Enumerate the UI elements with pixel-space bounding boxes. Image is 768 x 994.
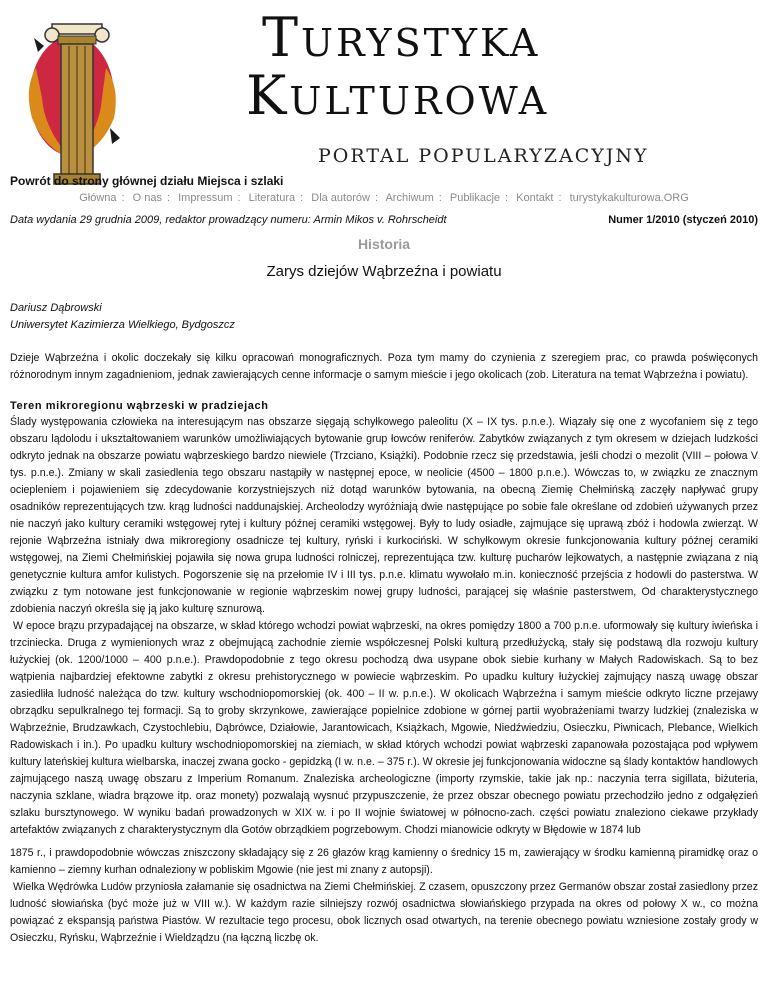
author-name: Dariusz Dąbrowski [10,302,102,314]
nav-item-o-nas[interactable]: O nas [132,192,162,204]
page-header [0,0,768,190]
nav-item-dla-autorow[interactable]: Dla autorów [311,192,370,204]
body-paragraph: 1875 r., i prawdopodobnie wówczas zniszczony składający się z 26 głazów krąg kamienny o średnicy 15 m, zawierający w środku kamienną piramidkę oraz o kamienno – ziemny kurhan odnaleziony w pobliskim Mgowie (nie jest mi znany z autopsji). [10,847,758,876]
intro-paragraph: Dzieje Wąbrzeźna i okolic doczekały się kilku opracowań monograficznych. Poza tym mamy do czynienia z szeregiem prac, co prawda poświęconych różnorodnym innym zagadnieniom, jednak zawierających cenne informacje o samym mieście i jego okolicach (zob. Literatura na temat Wąbrzeźna i powiatu). [10,352,758,381]
nav-separator: : [166,192,171,204]
body-paragraph: W epoce brązu przypadającej na obszarze, w skład którego wchodzi powiat wąbrzeski, na okres pomiędzy 1800 a 700 p.n.e. uformowały się kultury iwieńska i trzciniecka. Druga z wymienionych wraz z obejmującą zachodnie ziemie współczesnej Polski kulturą przedłużycką, stały się podstawą dla rozwoju kultury łużyckiej (ok. 1200/1000 – 400 p.n.e.). Prawdopodobnie z tego okresu pochodzą dwa usypane obok siebie kurhany w Małych Radowiskach. Są to bez wątpienia najbardziej efektowne zabytki z okresu prehistorycznego w powiecie wąbrzeskim. Po upadku kultury łużyckiej zajmujący naszą uwagę obszar zasiedliła ludność należąca do tzw. kultury wschodniopomorskiej (ok. 400 – II w. p.n.e.). W okolicach Wąbrzeźna i samym mieście odkryto liczne przejawy obrządku sepulkralnego tej formacji. Są to groby skrzynkowe, zawierające popielnice zdobione w górnej partii wyobrażeniami twarzy ludzkiej (znaleziska w Wąbrzeźnie, Brudzawkach, Czystochlebiu, Dąbrówce, Działowie, Jarantowicach, Książkach, Mgowie, Niedźwiedziu, Osieczku, Piwnicach, Plebance, Wielkich Radowiskach i in.). Po upadku kultury wschodniopomorskiej na ziemiach, w skład których wchodzi powiat wąbrzeski zapanowała pozostająca pod wpływem kultury lateńskiej kultura wielbarska, inaczej zwana gocko - gepidzką (I w. n.e. – 375 r.). W okresie jej funkcjonowania widoczne są ślady kontaktów handlowych zajmującego naszą uwagę obszaru z Imperium Romanum. Znaleziska archeologiczne (importy rzymskie, takie jak np.: naczynia terra sigillata, biżuteria, naczynia szklane, wiadra brązowe itp. oraz monety) pozwalają wysnuć przypuszczenie, że przez obszar obecnego powiatu przechodziło jedno z odgałęzień szlaku bursztynowego. W wyniku badań prowadzonych w XIX w. i po II wojnie światowej w północno-zach. części powiatu znaleziono ciekawe przykłady artefaktów związanych z charakterystycznym dla Gotów obrządkiem pogrzebowym. Chodzi mianowicie odkryty w Błędowie w 1874 lub [10,620,758,836]
issue-number: Numer 1/2010 (styczeń 2010) [608,214,758,226]
brand-title-line2: Kulturowa [246,64,550,127]
section-heading: Teren mikroregionu wąbrzeski w pradziejach [10,400,269,412]
nav-item-publikacje[interactable]: Publikacje [449,192,501,204]
section-name: Historia [357,236,411,252]
top-nav [0,190,768,204]
column-logo [14,8,134,188]
nav-item-literatura[interactable]: Literatura [248,192,296,204]
author-affiliation: Uniwersytet Kazimierza Wielkiego, Bydgoszcz [10,319,235,331]
nav-item-glowna[interactable]: Główna [79,192,117,204]
edition-info [10,214,758,232]
nav-separator: : [300,192,304,204]
nav-item-archiwum[interactable]: Archiwum [385,192,434,204]
nav-item-kontakt[interactable]: Kontakt [516,192,554,204]
brand-subtitle: PORTAL POPULARYZACYJNY [318,145,649,167]
nav-item-site[interactable]: turystykakulturowa.ORG [569,192,689,204]
nav-separator: : [121,192,125,204]
back-link[interactable]: Powrót do strony głównej działu Miejsca i szlaki [10,174,284,188]
edition-date: Data wydania 29 grudnia 2009, redaktor prowadzący numeru: Armin Mikos v. Rohrscheidt [10,214,447,226]
nav-separator: : [558,192,562,204]
nav-separator: : [237,192,241,204]
brand-title-line1: Turystyka [262,6,541,69]
body-paragraph: Wielka Wędrówka Ludów przyniosła załamanie się osadnictwa na Ziemi Chełmińskiej. Z czasem, opuszczony przez Germanów obszar został zasiedlony przez ludność słowiańska (być może już w VIII w.). W każdym razie silniejszy rozwój osadnictwa słowiańskiego przypada na okres od połowy X w., co można powiązać z ekspansją państwa Piastów. W rezultacie tego procesu, obok licznych osad otwartych, na terenie obecnego powiatu wzniesione zostały grody w Osieczku, Ryńsku, Wąbrzeźnie i Wieldządzu (na łączną liczbę ok. [10,881,758,944]
nav-separator: : [374,192,379,204]
body-paragraph: Ślady występowania człowieka na interesującym nas obszarze sięgają schyłkowego paleolitu (X – IX tys. p.n.e.). Wiązały się one z wycofaniem się z tego obszaru lądolodu i ukształtowaniem warunków umożliwiających bytowanie grup łowców reniferów. Zabytków związanych z tym okresem w dziejach ludzkości odkryto jednak na obszarze powiatu wąbrzeskiego bardzo niewiele (Trzciano, Książki). Podobnie rzecz się przedstawia, jeśli chodzi o mezolit (VIII – połowa V tys. p.n.e.). Zmiany w skali zasiedlenia tego obszaru nastąpiły w następnej epoce, w neolicie (4500 – 1800 p.n.e.). Wówczas to, w związku ze znacznym ociepleniem i pojawieniem się zdecydowanie korzystniejszych niż dotąd warunków bytowania, na obecną Ziemię Chełmińską zaczęły napływać grupy osadników reprezentujących tzw. krąg ludności naddunajskiej. Archeolodzy wyróżniają dwie następujące po sobie fale określane od zdobień używanych przez nie naczyń jako kultury ceramiki wstęgowej rytej i kultury późnej ceramiki wstęgowej. Były to ludy osiadłe, zajmujące się uprawą zbóż i hodowla zwierząt. W rejonie Wąbrzeźna istniały dwa mikroregiony osadnicze tej kultury, ryński i kurkociński. W schyłkowym okresie funkcjonowania kultury późnej ceramiki wstęgowej, na Ziemi Chełmińskiej pojawiła się nowa grupa ludności rolniczej, reprezentująca tzw. kulturę pucharów lejkowatych, a następnie związana z nią genetycznie kultura amfor kulistych. Pogorszenie się na przełomie IV i III tys. p.n.e. klimatu wywołało m.in. konieczność przejścia z hodowli do pasterstwa. W związku z tym notowane jest funkcjonowanie w regionie wąbrzeskim nowej grupy ludności, parającej się właśnie pasterstwem, Od charakterystycznego zdobienia naczyń określa się ją jako kulturę sznurową. [10,416,758,615]
nav-separator: : [505,192,509,204]
article-title: Zarys dziejów Wąbrzeźna i powiatu [266,263,502,280]
author-block [10,300,758,334]
nav-separator: : [438,192,442,204]
nav-item-impressum[interactable]: Impressum [178,192,233,204]
